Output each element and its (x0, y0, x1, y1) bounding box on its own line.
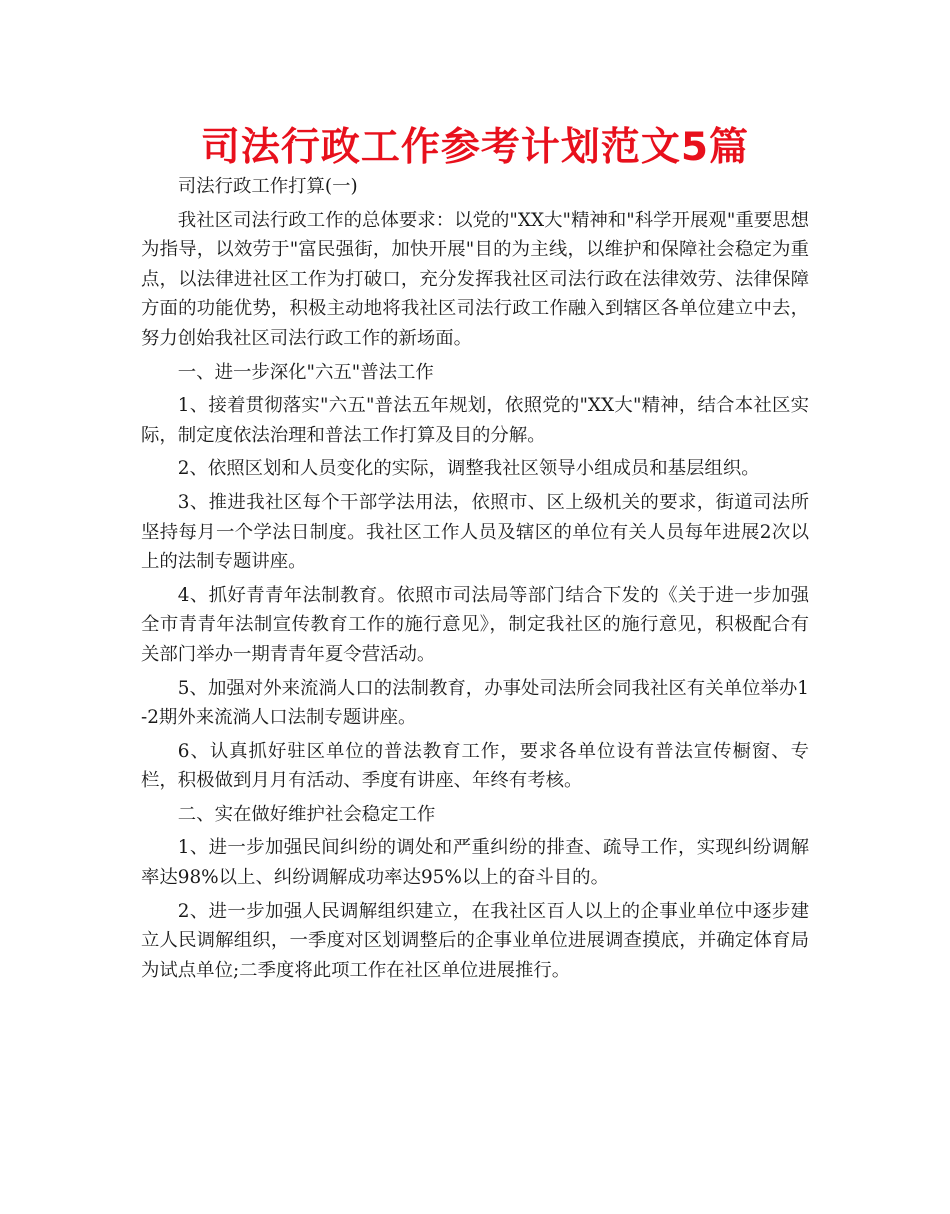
paragraph: 1、接着贯彻落实"六五"普法五年规划，依照党的"XX大"精神，结合本社区实际，制定度依法治理和普法工作打算及目的分解。 (141, 395, 809, 446)
paragraph: 4、抓好青青年法制教育。依照市司法局等部门结合下发的《关于进一步加强全市青青年法制宣传教育工作的施行意见》，制定我社区的施行意见，积极配合有关部门举办一期青青年夏令营活动。 (141, 584, 809, 665)
paragraph: 2、依照区划和人员变化的实际，调整我社区领导小组成员和基层组织。 (177, 458, 760, 480)
document-body (141, 172, 809, 985)
paragraph: 6、认真抓好驻区单位的普法教育工作，要求各单位设有普法宣传橱窗、专栏，积极做到月月有活动、季度有讲座、年终有考核。 (141, 740, 809, 792)
paragraph: 2、进一步加强人民调解组织建立，在我社区百人以上的企事业单位中逐步建立人民调解组织，一季度对区划调整后的企事业单位进展调查摸底，并确定体育局为试点单位;二季度将此项工作在社区单位进展推行。 (141, 900, 809, 981)
paragraph: 5、加强对外来流淌人口的法制教育，办事处司法所会同我社区有关单位举办1-2期外来流淌人口法制专题讲座。 (141, 677, 809, 729)
document-title: 司法行政工作参考计划范文5篇 (200, 125, 750, 170)
section-heading: 一、进一步深化"六五"普法工作 (177, 361, 434, 383)
paragraph: 我社区司法行政工作的总体要求：以党的"XX大"精神和"科学开展观"重要思想为指导，以效劳于"富民强街，加快开展"目的为主线，以维护和保障社会稳定为重点，以法律进社区工作为打破口，充分发挥我社区司法行政在法律效劳、法律保障方面的功能优势，积极主动地将我社区司法行政工作融入到辖区各单位建立中去，努力创始我社区司法行政工作的新场面。 (141, 209, 809, 349)
paragraph: 1、进一步加强民间纠纷的调处和严重纠纷的排查、疏导工作，实现纠纷调解率达98%以上、纠纷调解成功率达95%以上的奋斗目的。 (141, 837, 809, 889)
paragraph: 3、推进我社区每个干部学法用法，依照市、区上级机关的要求，街道司法所坚持每月一个学法日制度。我社区工作人员及辖区的单位有关人员每年进展2次以上的法制专题讲座。 (141, 491, 809, 573)
section-heading: 二、实在做好维护社会稳定工作 (177, 803, 436, 825)
section-heading: 司法行政工作打算(一) (177, 176, 358, 197)
